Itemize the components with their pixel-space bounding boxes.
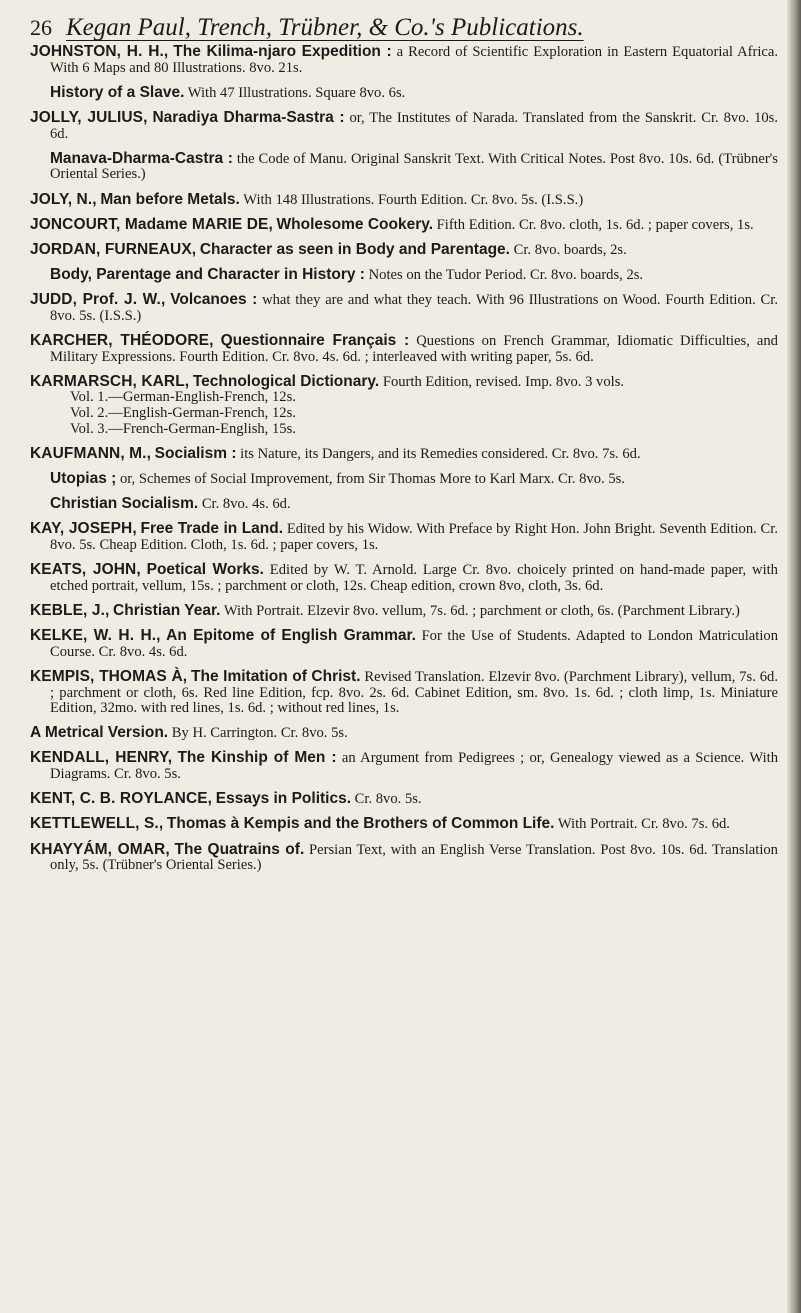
entry-author: JOLY, N., — [30, 190, 97, 208]
entry-details: With Portrait. Cr. 8vo. 7s. 6d. — [557, 816, 730, 833]
entry-author: JOLLY, JULIUS, — [30, 108, 148, 126]
entry-title: Man before Metals. — [100, 190, 240, 208]
volume-line: Vol. 2.—English-German-French, 12s. — [70, 405, 296, 422]
entry-author: KEATS, JOHN, — [30, 561, 141, 579]
entry-details: its Nature, its Dangers, and its Remedies considered. Cr. 8vo. 7s. 6d. — [240, 445, 641, 462]
entry-title: Wholesome Cookery. — [276, 215, 434, 233]
entry-title: The Kilima-njaro Expedition : — [173, 43, 392, 60]
page-edge-shadow — [787, 0, 801, 1313]
entry-details: Edited by his Widow. With Preface by Right Hon. John Bright. Seventh Edition. Cr. 8vo. 5s. Cheap Edition. Cloth, 1s. 6d. ; paper covers, 1s. — [50, 521, 778, 553]
catalogue-entry — [30, 446, 778, 463]
entry-title: An Epitome of English Grammar. — [166, 627, 416, 645]
catalogue-entry — [30, 842, 778, 874]
entry-title: Naradiya Dharma-Sastra : — [152, 108, 345, 126]
entry-details: For the Use of Students. Adapted to London Matriculation Course. Cr. 8vo. 4s. 6d. — [50, 628, 778, 660]
entry-title: Technological Dictionary. — [192, 372, 380, 390]
entry-title: The Quatrains of. — [174, 840, 305, 858]
catalogue-entry — [30, 217, 778, 234]
entry-author: KARCHER, THÉODORE, — [30, 332, 214, 350]
entry-details: or, Schemes of Social Improvement, from Sir Thomas More to Karl Marx. Cr. 8vo. 5s. — [119, 471, 625, 487]
entry-title: A Metrical Version. — [30, 724, 169, 742]
entry-title: Manava-Dharma-Castra : — [50, 149, 233, 167]
catalogue-entry — [30, 669, 778, 717]
entry-details: Edited by W. T. Arnold. Large Cr. 8vo. choicely printed on hand-made paper, with etched portrait, vellum, 15s. ; parchment or cloth, 12s. Cheap edition, crown 8vo, cloth, 3s. 6d. — [50, 562, 778, 594]
entry-details: the Code of Manu. Original Sanskrit Text. With Critical Notes. Post 8vo. 10s. 6d. (Trübner's Oriental Series.) — [50, 150, 778, 183]
entry-author: KENDALL, HENRY, — [30, 749, 173, 767]
entry-title: Utopias ; — [50, 470, 117, 487]
catalogue-entry — [30, 242, 778, 259]
entry-details: Persian Text, with an English Verse Translation. Post 8vo. 10s. 6d. Translation only, 5s. (Trübner's Oriental Series.) — [50, 841, 778, 874]
entry-title: The Imitation of Christ. — [191, 667, 361, 685]
entry-author: JONCOURT, Madame MARIE DE, — [30, 215, 273, 233]
entry-details: Fourth Edition, revised. Imp. 8vo. 3 vols. — [382, 373, 625, 390]
entry-title: Essays in Politics. — [215, 790, 352, 808]
entry-details: an Argument from Pedigrees ; or, Genealogy viewed as a Science. With Diagrams. Cr. 8vo. 5s. — [50, 750, 778, 783]
entry-title: History of a Slave. — [50, 83, 185, 101]
entry-details: With 47 Illustrations. Square 8vo. 6s. — [187, 84, 406, 101]
entry-details: By H. Carrington. Cr. 8vo. 5s. — [171, 725, 348, 742]
entry-author: KARMARSCH, KARL, — [30, 372, 190, 390]
catalogue-entry — [30, 292, 778, 324]
entry-details: or, The Institutes of Narada. Translated from the Sanskrit. Cr. 8vo. 10s. 6d. — [50, 109, 778, 142]
catalogue-entry — [30, 816, 778, 833]
volume-line: Vol. 1.—German-English-French, 12s. — [70, 389, 296, 406]
entry-title: Christian Socialism. — [50, 495, 199, 513]
entry-author: JUDD, Prof. J. W., — [30, 291, 166, 309]
catalogue-entry — [30, 471, 778, 488]
entry-author: KHAYYÁM, OMAR, — [30, 840, 170, 858]
entry-details: Revised Translation. Elzevir 8vo. (Parchment Library), vellum, 7s. 6d. ; parchment or cloth, 6s. Red line Edition, fcp. 8vo. 2s. 6d. Cabinet Edition, sm. 8vo. 1s. 6d. ; cloth limp, 1s. Miniature Edition, 32mo. with red lines, 1s. 6d. ; without red lines, 1s. — [50, 668, 778, 717]
catalogue-entry — [30, 750, 778, 782]
catalogue-entry — [30, 110, 778, 142]
entry-author: KEBLE, J., — [30, 601, 110, 619]
catalogue-entry — [30, 374, 778, 437]
book-page — [30, 14, 778, 874]
entry-details: what they are and what they teach. With 96 Illustrations on Wood. Fourth Edition. Cr. 8vo. 5s. (I.S.S.) — [50, 292, 778, 324]
catalogue-entry — [30, 192, 778, 209]
running-title: Kegan Paul, Trench, Trübner, & Co.'s Publications. — [66, 14, 584, 41]
page-number: 26 — [30, 15, 52, 40]
entry-details: Fifth Edition. Cr. 8vo. cloth, 1s. 6d. ; paper covers, 1s. — [436, 216, 754, 233]
entry-title: Thomas à Kempis and the Brothers of Common Life. — [166, 815, 555, 833]
entry-title: Free Trade in Land. — [140, 520, 284, 538]
entry-author: KAY, JOSEPH, — [30, 520, 137, 538]
entry-details: Cr. 8vo. 4s. 6d. — [201, 496, 291, 513]
entry-author: KAUFMANN, M., — [30, 444, 151, 462]
volume-line: Vol. 3.—French-German-English, 15s. — [70, 420, 296, 437]
entry-title: Body, Parentage and Character in History : — [50, 266, 365, 284]
entry-author: KEMPIS, THOMAS À, — [30, 667, 188, 685]
catalogue-entry — [30, 791, 778, 808]
catalogue-entries — [30, 44, 778, 882]
entry-title: Poetical Works. — [146, 561, 264, 579]
catalogue-entry — [30, 85, 778, 102]
catalogue-entry — [30, 521, 778, 553]
catalogue-entry — [30, 267, 778, 284]
entry-author: JORDAN, FURNEAUX, — [30, 240, 197, 258]
catalogue-entry — [30, 333, 778, 365]
entry-details: With 148 Illustrations. Fourth Edition. Cr. 8vo. 5s. (I.S.S.) — [243, 191, 584, 208]
entry-details: With Portrait. Elzevir 8vo. vellum, 7s. 6d. ; parchment or cloth, 6s. (Parchment Library.) — [223, 602, 740, 619]
entry-author: JOHNSTON, H. H., — [30, 43, 169, 60]
entry-title: Questionnaire Français : — [220, 332, 410, 350]
entry-title: Character as seen in Body and Parentage. — [199, 240, 510, 258]
entry-title: Christian Year. — [113, 601, 221, 619]
catalogue-entry — [30, 496, 778, 513]
entry-title: Volcanoes : — [170, 291, 258, 309]
entry-details: Cr. 8vo. 5s. — [354, 791, 422, 808]
catalogue-entry — [30, 151, 778, 183]
entry-author: KELKE, W. H. H., — [30, 627, 161, 645]
catalogue-entry — [30, 44, 778, 76]
catalogue-entry — [30, 562, 778, 594]
catalogue-entry — [30, 603, 778, 620]
entry-author: KETTLEWELL, S., — [30, 815, 164, 833]
entry-details: Questions on French Grammar, Idiomatic Difficulties, and Military Expressions. Fourth Edition. Cr. 8vo. 4s. 6d. ; interleaved with writing paper, 5s. 6d. — [50, 333, 778, 365]
catalogue-entry — [30, 628, 778, 660]
entry-title: Socialism : — [154, 444, 237, 462]
entry-title: The Kinship of Men : — [177, 749, 337, 767]
catalogue-entry — [30, 725, 778, 742]
entry-details: a Record of Scientific Exploration in Eastern Equatorial Africa. With 6 Maps and 80 Illustrations. 8vo. 21s. — [50, 44, 778, 76]
page-header — [30, 14, 778, 42]
entry-details: Notes on the Tudor Period. Cr. 8vo. boards, 2s. — [368, 267, 644, 284]
entry-details: Cr. 8vo. boards, 2s. — [513, 241, 627, 258]
entry-author: KENT, C. B. ROYLANCE, — [30, 790, 213, 808]
